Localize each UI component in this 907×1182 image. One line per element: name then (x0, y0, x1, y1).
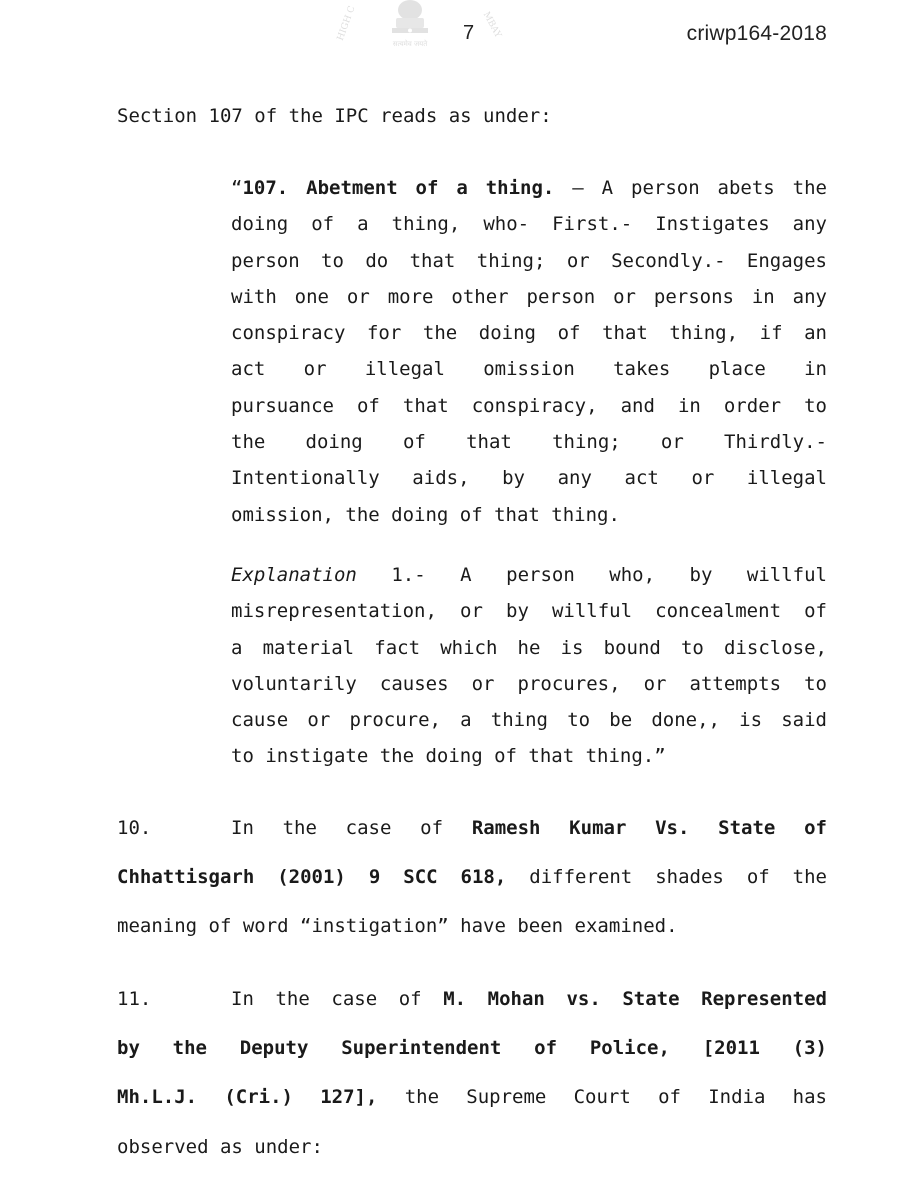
quote-line: omission, the doing of that thing. (231, 503, 620, 526)
para-line: meaning of word “instigation” have been examined. (117, 915, 678, 938)
quote-line: person to do that thing; or Secondly.- Engages (231, 249, 827, 272)
case-citation: M. Mohan vs. State Represented (443, 988, 827, 1010)
national-emblem-icon (392, 0, 428, 33)
seal-arc-right-text: MBAY (480, 10, 503, 40)
quote-line: the doing of that thing; or Thirdly.- (231, 431, 827, 454)
quote-line: cause or procure, a thing to be done,, is said (231, 709, 827, 732)
explanation-quote (231, 557, 827, 775)
para-line (117, 1024, 827, 1073)
para-line: observed as under: (117, 1135, 323, 1158)
paragraph-11 (117, 975, 827, 1172)
seal-motto-text: सत्यमेव जयते (392, 40, 428, 48)
paragraph-number: 11. (117, 988, 152, 1010)
quote-line: with one or more other person or persons in any (231, 285, 827, 308)
case-id: criwp164-2018 (686, 22, 827, 45)
page-header (0, 0, 907, 70)
section-107-quote (231, 170, 827, 533)
paragraph-number: 10. (117, 817, 152, 839)
case-citation: Ramesh Kumar Vs. State of (471, 817, 827, 839)
quote-line: Intentionally aids, by any act or illegal (231, 467, 827, 490)
case-citation: Chhattisgarh (2001) 9 SCC 618, (117, 866, 507, 889)
para-line: Mh.L.J. (Cri.) 127], the Supreme Court of India has (117, 1086, 827, 1109)
quote-line: voluntarily causes or procures, or attempts to (231, 672, 827, 695)
case-citation: by the Deputy Superintendent of Police, [2011 (3) (117, 1037, 827, 1060)
quote-line: act or illegal omission takes place in (231, 358, 827, 381)
quote-line: a material fact which he is bound to disclose, (231, 636, 827, 659)
open-quote: “ (231, 177, 243, 199)
case-citation: Mh.L.J. (Cri.) 127], (117, 1086, 378, 1109)
page-number: 7 (463, 22, 475, 44)
quote-line: “107. Abetment of a thing. – A person abets the (231, 177, 827, 199)
quote-line: to instigate the doing of that thing.” (231, 745, 666, 768)
quote-line: doing of a thing, who- First.- Instigates any (231, 213, 827, 236)
paragraph-10 (117, 804, 827, 952)
para-line: 10. In the case of Ramesh Kumar Vs. State of (117, 804, 827, 853)
intro-text: Section 107 of the IPC reads as under: (117, 105, 552, 127)
para-line: Chhattisgarh (2001) 9 SCC 618, different shades of the (117, 866, 827, 889)
intro-paragraph (117, 98, 817, 134)
explanation-label: Explanation (231, 564, 357, 586)
quote-line: pursuance of that conspiracy, and in order to (231, 394, 827, 417)
seal-arc-left-text: HIGH C (335, 4, 358, 43)
quote-line: conspiracy for the doing of that thing, if an (231, 322, 827, 345)
quote-line: misrepresentation, or by willful concealment of (231, 600, 827, 623)
section-heading: 107. Abetment of a thing. (242, 177, 555, 199)
para-line: 11. In the case of M. Mohan vs. State Represented (117, 975, 827, 1024)
quote-line: Explanation 1.- A person who, by willful (231, 564, 827, 586)
